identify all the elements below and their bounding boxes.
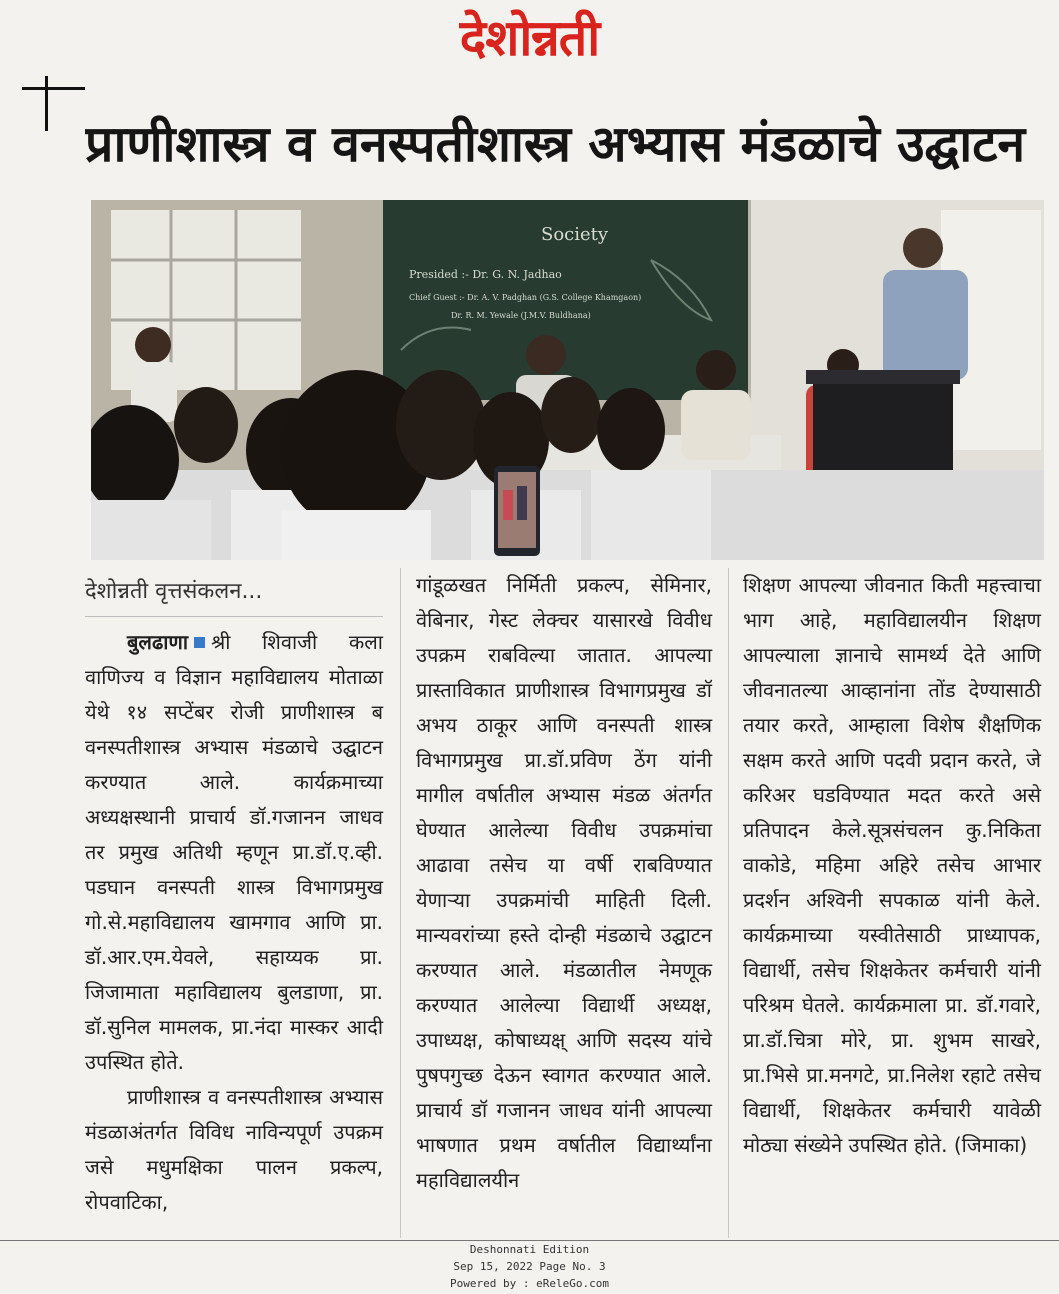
crop-mark	[45, 76, 48, 131]
footer-powered-by: Powered by : eReleGo.com	[450, 1277, 609, 1290]
footer-edition: Deshonnati Edition	[469, 1243, 590, 1256]
article-column-1	[85, 568, 383, 1220]
paragraph-1-text: श्री शिवाजी कला वाणिज्य व विज्ञान महाविद्यालय मोताळा येथे १४ सप्टेंबर रोजी प्राणीशास्त्र ब वनस्पतीशास्त्र अभ्यास मंडळाचे उद्घाटन करण्यात आले. कार्यक्रमाच्या अध्यक्षस्थानी प्राचार्य डॉ.गजानन जाधव तर प्रमुख अतिथी म्हणून प्रा.डॉ.ए.व्ही. पडघान वनस्पती शास्त्र विभागप्रमुख गो.से.महाविद्यालय खामगाव आणि प्रा. डॉ.आर.एम.येवले, सहाय्यक प्रा. जिजामाता महाविद्यालय बुलडाणा, प्रा. डॉ.सुनिल मामलक, प्रा.नंदा मास्कर आदी उपस्थित होते.	[85, 630, 383, 1074]
masthead	[0, 0, 1059, 76]
event-photo	[91, 200, 1044, 560]
headline: प्राणीशास्त्र व वनस्पतीशास्त्र अभ्यास मंडळाचे उद्घाटन	[85, 115, 1026, 173]
column-divider-2	[728, 568, 729, 1238]
crop-mark-horizontal	[22, 87, 85, 90]
article-paragraph-2: प्राणीशास्त्र व वनस्पतीशास्त्र अभ्यास मंडळाअंतर्गत विविध नाविन्यपूर्ण उपक्रम जसे मधुमक्षिका पालन प्रकल्प, रोपवाटिका,	[85, 1085, 383, 1214]
byline: देशोन्नती वृत्तसंकलन...	[85, 568, 383, 617]
article-column-3	[743, 568, 1041, 1163]
board-text-2: Presided :- Dr. G. N. Jadhao	[409, 268, 562, 281]
column-divider-1	[400, 568, 401, 1238]
dateline: बुलढाणा	[127, 630, 189, 654]
article-paragraph-3: गांडूळखत निर्मिती प्रकल्प, सेमिनार, वेबिनार, गेस्ट लेक्चर यासारखे विवीध उपक्रम राबविल्या जातात. आपल्या प्रास्ताविकात प्राणीशास्त्र विभागप्रमुख डॉ अभय ठाकूर आणि वनस्पती शास्त्र विभागप्रमुख प्रा.डॉ.प्रविण ठेंग यांनी मागील वर्षातील अभ्यास मंडळ अंतर्गत घेण्यात आलेल्या विवीध उपक्रमांचा आढावा तसेच या वर्षी राबविण्यात येणाऱ्या उपक्रमांची माहिती दिली. मान्यवरांच्या हस्ते दोन्ही मंडळाचे उद्घाटन करण्यात आले. मंडळातील नेमणूक करण्यात आलेल्या विद्यार्थी अध्यक्ष, उपाध्यक्ष, कोषाध्यक्ष् आणि सदस्य यांचे पुषपगुच्छ देऊन स्वागत करण्यात आले. प्राचार्य डॉ गजानन जाधव यांनी आपल्या भाषणात प्रथम वर्षातील विद्यार्थ्यांना महाविद्यालयीन	[416, 573, 712, 1192]
board-text-1: Society	[541, 224, 609, 245]
article-paragraph-4: शिक्षण आपल्या जीवनात किती महत्त्वाचा भाग आहे, महाविद्यालयीन शिक्षण आपल्याला ज्ञानाचे सामर्थ्य देते आणि जीवनातल्या आव्हानांना तोंड देण्यासाठी तयार करते, आम्हाला विशेष शैक्षणिक सक्षम करते आणि पदवी प्रदान करते, जे करिअर घडविण्यात मदत करते असे प्रतिपादन केले.सूत्रसंचलन कु.निकिता वाकोडे, महिमा अहिरे तसेच आभार प्रदर्शन अश्विनी सपकाळ यांनी केले. कार्यक्रमाच्या यस्वीतेसाठी प्राध्यापक, विद्यार्थी, तसेच शिक्षकेतर कर्मचारी यांनी परिश्रम घेतले. कार्यक्रमाला प्रा. डॉ.गवारे, प्रा.डॉ.चित्रा मोरे, प्रा. शुभम साखरे, प्रा.भिसे प्रा.मनगटे, प्रा.निलेश रहाटे तसेच विद्यार्थी, शिक्षकेतर कर्मचारी यावेळी मोठ्या संख्येने उपस्थित होते. (जिमाका)	[743, 573, 1041, 1157]
photo-illustration	[91, 200, 1044, 560]
article-column-2	[416, 568, 712, 1198]
article-paragraph-1	[85, 625, 383, 1080]
footer-date-page: Sep 15, 2022 Page No. 3	[453, 1260, 606, 1273]
board-text-3: Chief Guest :- Dr. A. V. Padghan (G.S. College Khamgaon)	[409, 293, 642, 302]
footer	[0, 1241, 1059, 1292]
masthead-logo: देशोन्नती	[459, 9, 600, 67]
board-text-4: Dr. R. M. Yewale (J.M.V. Buldhana)	[451, 311, 591, 320]
dateline-bullet-icon	[194, 637, 205, 648]
